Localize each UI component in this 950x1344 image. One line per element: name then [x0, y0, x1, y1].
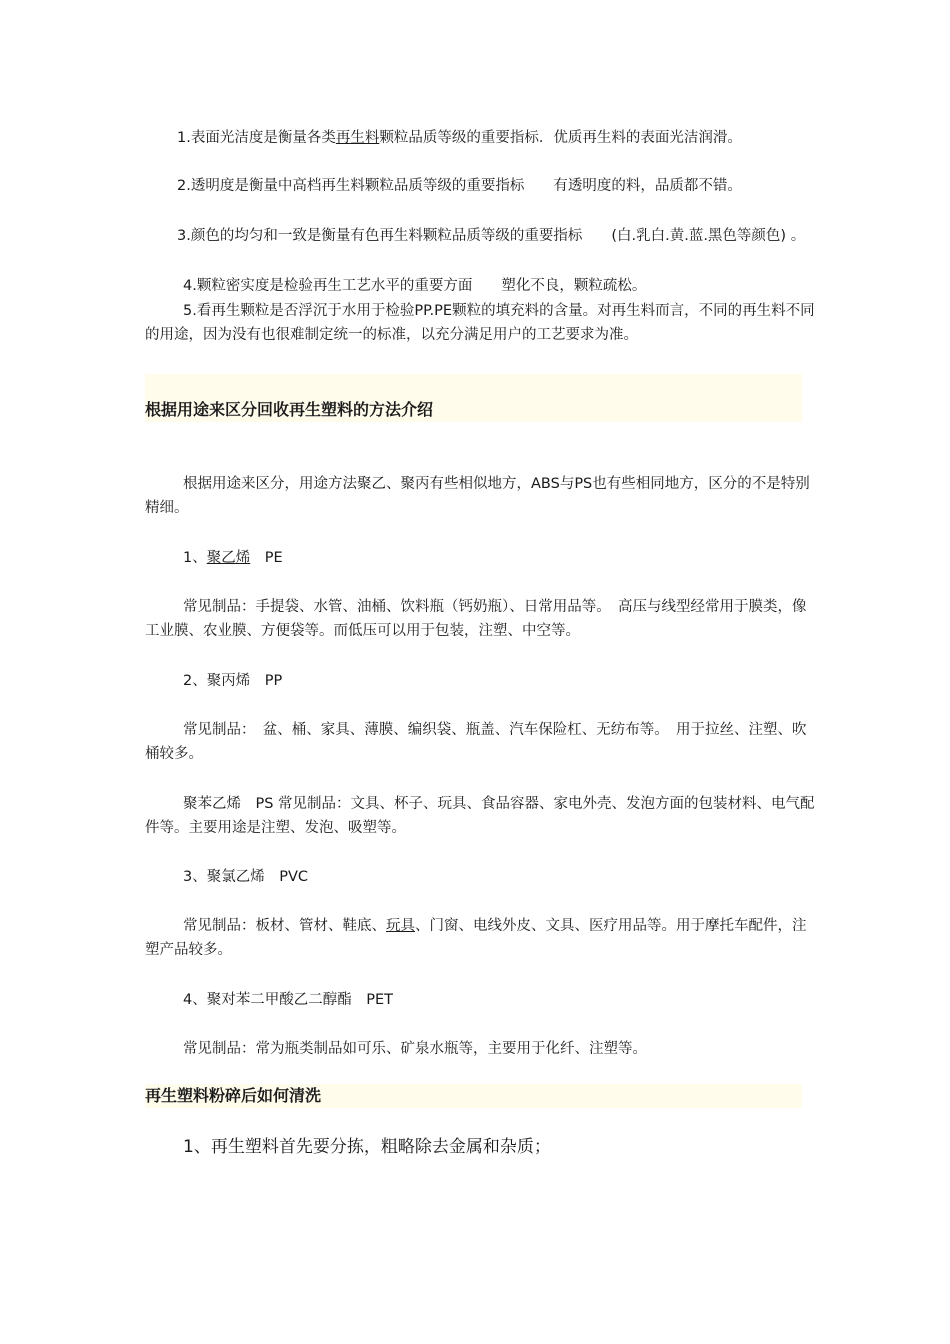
toys-link[interactable]: 玩具: [386, 918, 415, 934]
criterion-5: 5.看再生颗粒是否浮沉于水用于检验PP.PE颗粒的填充料的含量。对再生料而言，不同的再生料不同的用途，因为没有也很难制定统一的标准，以充分满足用户的工艺要求为准。: [145, 303, 815, 343]
cleaning-step-1: 1、再生塑料首先要分拣，粗略除去金属和杂质；: [183, 1137, 551, 1157]
plastic-item-pet-description: 常见制品：常为瓶类制品如可乐、矿泉水瓶等，主要用于化纤、注塑等。: [183, 1041, 647, 1057]
section-1-intro: 根据用途来区分，用途方法聚乙、聚丙有些相似地方，ABS与PS也有些相同地方，区分的不是特别精细。: [145, 476, 810, 516]
plastic-item-pe-description: 常见制品：手提袋、水管、油桶、饮料瓶（钙奶瓶）、日常用品等。 高压与线型经常用于膜类，像工业膜、农业膜、方便袋等。而低压可以用于包装，注塑、中空等。: [145, 599, 807, 639]
pvc-description-post: 、门窗、电线外皮、文具、医疗用品等。用于摩托车配件，注塑产品较多。: [145, 918, 807, 958]
criterion-4: 4.颗粒密实度是检验再生工艺水平的重要方面 塑化不良，颗粒疏松。: [183, 278, 647, 294]
criterion-1-post: 颗粒品质等级的重要指标．优质再生料的表面光洁润滑。: [379, 130, 742, 146]
plastic-item-pvc-description: [145, 914, 815, 962]
pvc-description-pre: 常见制品：板材、管材、鞋底、: [183, 918, 386, 934]
item-1-prefix: 1、: [183, 550, 207, 566]
section-2-heading: 再生塑料粉碎后如何清洗: [145, 1086, 322, 1105]
criterion-1: [145, 126, 815, 150]
plastic-item-ps-description: 聚苯乙烯 PS 常见制品：文具、杯子、玩具、食品容器、家电外壳、发泡方面的包装材料、电气配件等。主要用途是注塑、发泡、吸塑等。: [145, 796, 815, 836]
criterion-1-pre: 1.表面光洁度是衡量各类: [177, 130, 336, 146]
criterion-3: 3.颜色的均匀和一致是衡量有色再生料颗粒品质等级的重要指标 (白.乳白.黄.蓝.黑色等颜色) 。: [177, 228, 806, 244]
criterion-2: 2.透明度是衡量中高档再生料颗粒品质等级的重要指标 有透明度的料，品质都不错。: [177, 178, 742, 194]
plastic-item-pp-description: 常见制品： 盆、桶、家具、薄膜、编织袋、瓶盖、汽车保险杠、无纺布等。 用于拉丝、注塑、吹桶较多。: [145, 722, 807, 762]
recycled-material-link[interactable]: 再生料: [335, 130, 380, 146]
polyethylene-link[interactable]: 聚乙烯: [206, 550, 251, 566]
plastic-item-pe: [145, 546, 815, 570]
item-1-suffix: PE: [250, 550, 283, 566]
plastic-item-pp: 2、聚丙烯 PP: [183, 673, 283, 689]
plastic-item-pvc: 3、聚氯乙烯 PVC: [183, 869, 309, 885]
section-1-heading: 根据用途来区分回收再生塑料的方法介绍: [145, 400, 434, 419]
plastic-item-pet: 4、聚对苯二甲酸乙二醇酯 PET: [183, 992, 393, 1008]
